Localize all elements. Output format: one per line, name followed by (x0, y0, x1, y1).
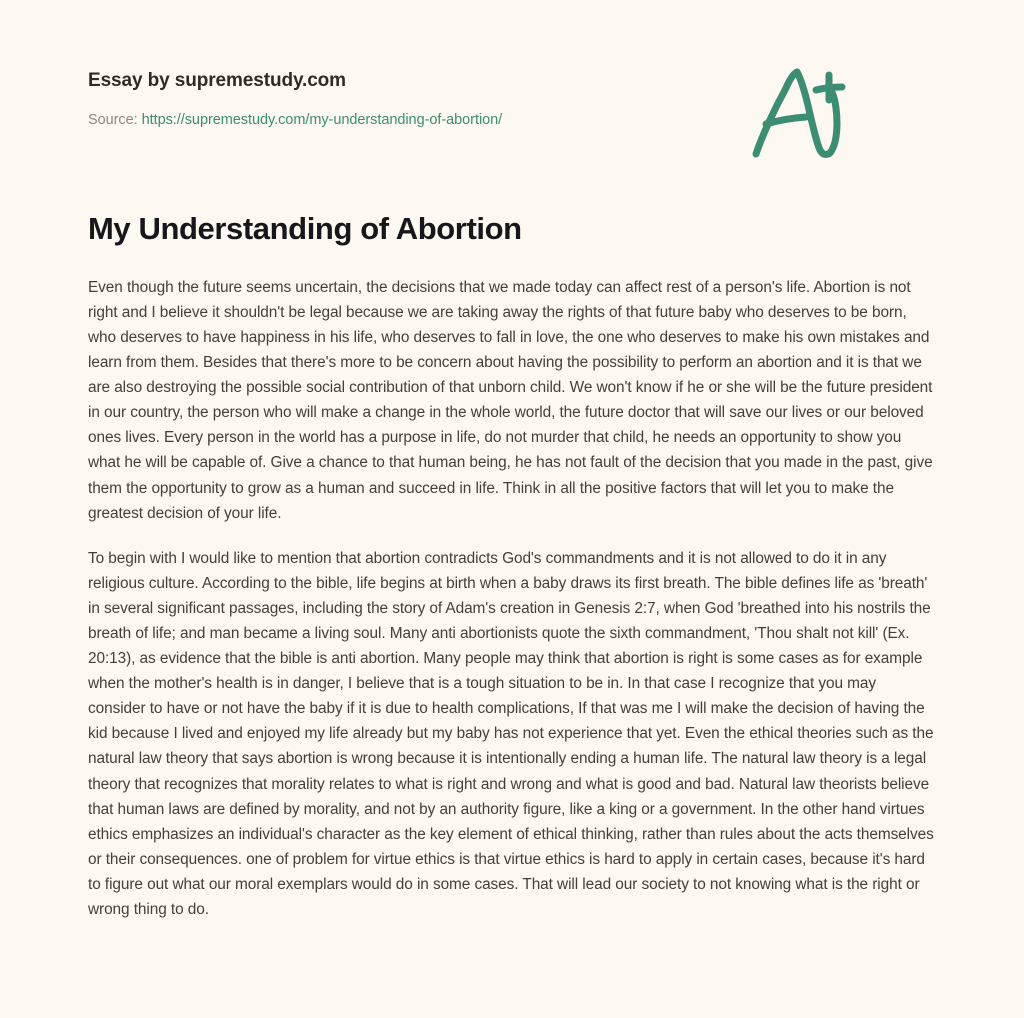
article-body (88, 249, 936, 922)
page-header (88, 0, 936, 128)
byline: Essay by supremestudy.com (88, 70, 346, 91)
paragraph: To begin with I would like to mention that abortion contradicts God's commandments and it is not allowed to do it in any religious culture. According to the bible, life begins at birth when a baby draws its first breath. The bible defines life as 'breath' in several significant passages, including the story of Adam's creation in Genesis 2:7, when God 'breathed into his nostrils the breath of life; and man became a living soul. Many anti abortionists quote the sixth commandment, 'Thou shalt not kill' (Ex. 20:13), as evidence that the bible is anti abortion. Many people may think that abortion is right is some cases as for example when the mother's health is in danger, I believe that is a tough situation to be in. In that case I recognize that you may consider to have or not have the baby if it is due to health complications, If that was me I will make the decision of having the kid because I lived and enjoyed my life already but my baby has not experience that yet. Even the ethical theories such as the natural law theory that says abortion is wrong because it is intentionally ending a human life. The natural law theory is a legal theory that recognizes that morality relates to what is right and wrong and what is good and bad. Natural law theorists believe that human laws are defined by morality, and not by an authority figure, like a king or a government. In the other hand virtues ethics emphasizes an individual's character as the key element of ethical thinking, rather than rules about the acts themselves or their consequences. one of problem for virtue ethics is that virtue ethics is hard to apply in certain cases, because it's hard to figure out what our moral exemplars would do in some cases. That will lead our society to not knowing what is the right or wrong thing to do. (88, 549, 934, 918)
a-plus-logo-icon[interactable] (744, 62, 848, 166)
source-label: Source: (88, 111, 138, 128)
page-title: My Understanding of Abortion (88, 211, 522, 246)
source-url-link[interactable]: https://supremestudy.com/my-understanding-of-abortion/ (141, 111, 503, 128)
paragraph: Even though the future seems uncertain, the decisions that we made today can affect rest of a person's life. Abortion is not right and I believe it shouldn't be legal because we are taking away the rights of that future baby who deserves to be born, who deserves to have happiness in his life, who deserves to fall in love, the one who deserves to make his own mistakes and learn from them. Besides that there's more to be concern about having the possibility to perform an abortion and it is that we are also destroying the possible social contribution of that unborn child. We won't know if he or she will be the future president in our country, the person who will make a change in the whole world, the future doctor that will save our lives or our beloved ones lives. Every person in the world has a purpose in life, do not murder that child, he needs an opportunity to show you what he will be capable of. Give a chance to that human being, he has not fault of the decision that you made in the past, give them the opportunity to grow as a human and succeed in life. Think in all the positive factors that will let you to make the greatest decision of your life. (88, 278, 933, 522)
